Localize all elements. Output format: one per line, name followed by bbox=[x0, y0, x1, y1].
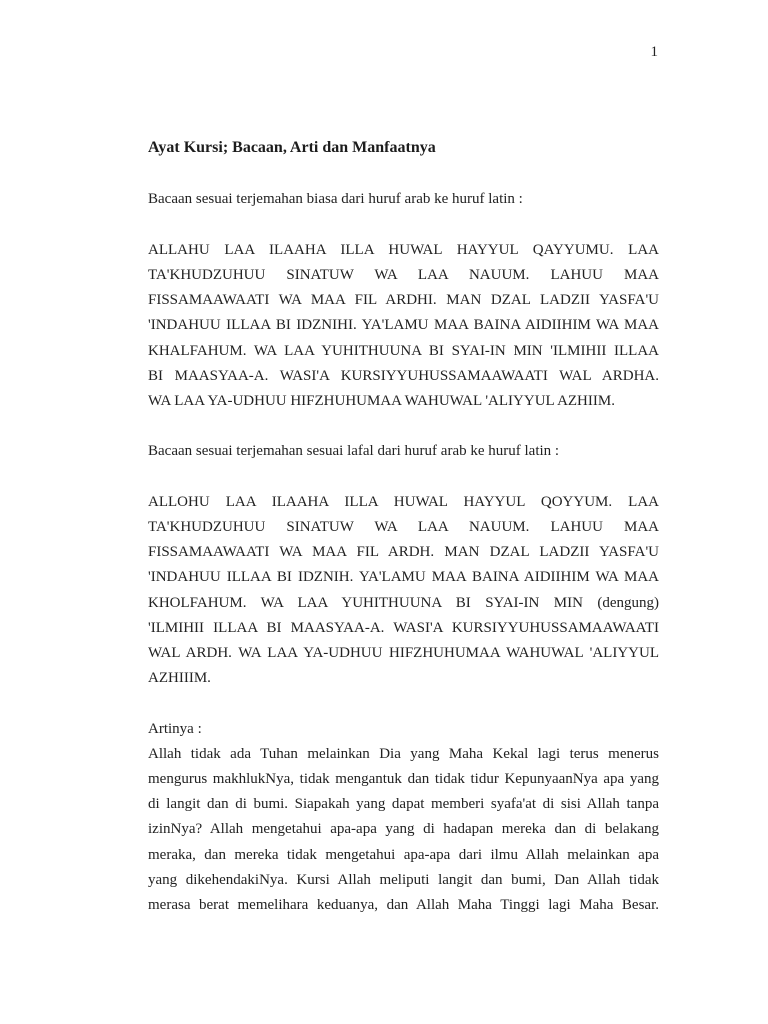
translation-line: yang dikehendakiNya. Kursi Allah meliputi langit dan bumi, Dan Allah tidak bbox=[148, 871, 659, 888]
transliteration-line: BI MAASYAA-A. WASI'A KURSIYYUHUSSAMAAWAATI WAL ARDHA. bbox=[148, 367, 659, 384]
page-number: 1 bbox=[650, 44, 658, 60]
transliteration-line: KHALFAHUM. WA LAA YUHITHUUNA BI SYAI-IN MIN 'ILMIHII ILLAA bbox=[148, 342, 659, 359]
translation-line: di langit dan di bumi. Siapakah yang dapat memberi syafa'at di sisi Allah tanpa bbox=[148, 796, 659, 813]
transliteration-line: WA LAA YA-UDHUU HIFZHUHUMAA WAHUWAL 'ALIYYUL AZHIIM. bbox=[148, 393, 615, 409]
translation-line: merasa berat memelihara keduanya, dan Allah Maha Tinggi lagi Maha Besar. bbox=[148, 897, 659, 914]
translation-line: mengurus makhlukNya, tidak mengantuk dan tidak tidur KepunyaanNya apa yang bbox=[148, 771, 659, 787]
paragraph-gap bbox=[148, 465, 659, 490]
transliteration-line: FISSAMAAWAATI WA MAA FIL ARDHI. MAN DZAL LADZII YASFA'U bbox=[148, 292, 659, 309]
artinya-block bbox=[148, 742, 659, 918]
transliteration-line: AZHIIIM. bbox=[148, 670, 211, 687]
paragraph-gap bbox=[148, 691, 659, 716]
transliteration-line: ALLAHU LAA ILAAHA ILLA HUWAL HAYYUL QAYYUMU. LAA bbox=[148, 241, 659, 258]
transliteration-line: FISSAMAAWAATI WA MAA FIL ARDH. MAN DZAL LADZII YASFA'U bbox=[148, 544, 659, 561]
transliteration-line: 'INDAHUU ILLAA BI IDZNIH. YA'LAMU MAA BAINA AIDIIHIM WA MAA bbox=[148, 569, 659, 586]
document-body bbox=[148, 187, 659, 918]
paragraph-gap bbox=[148, 414, 659, 439]
paragraph-gap bbox=[148, 213, 659, 238]
transliteration-line: WAL ARDH. WA LAA YA-UDHUU HIFZHUHUMAA WAHUWAL 'ALIYYUL bbox=[148, 645, 659, 661]
transliteration-line: TA'KHUDZUHUU SINATUW WA LAA NAUUM. LAHUU MAA bbox=[148, 266, 659, 283]
transliteration-line: KHOLFAHUM. WA LAA YUHITHUUNA BI SYAI-IN MIN (dengung) bbox=[148, 594, 659, 611]
translation-line: Allah tidak ada Tuhan melainkan Dia yang Maha Kekal lagi terus menerus bbox=[148, 745, 659, 762]
document-title: Ayat Kursi; Bacaan, Arti dan Manfaatnya bbox=[148, 139, 436, 156]
bacaan-lafal-block bbox=[148, 490, 659, 692]
intro-biasa: Bacaan sesuai terjemahan biasa dari huruf arab ke huruf latin : bbox=[148, 191, 523, 208]
translation-line: izinNya? Allah mengetahui apa-apa yang di hadapan mereka dan di belakang bbox=[148, 821, 659, 838]
artinya-label: Artinya : bbox=[148, 720, 202, 737]
intro-lafal: Bacaan sesuai terjemahan sesuai lafal dari huruf arab ke huruf latin : bbox=[148, 443, 560, 460]
transliteration-line: 'INDAHUU ILLAA BI IDZNIHI. YA'LAMU MAA BAINA AIDIIHIM WA MAA bbox=[148, 317, 659, 334]
transliteration-line: 'ILMIHII ILLAA BI MAASYAA-A. WASI'A KURSIYYUHUSSAMAAWAATI bbox=[148, 619, 659, 636]
transliteration-line: ALLOHU LAA ILAAHA ILLA HUWAL HAYYUL QOYYUM. LAA bbox=[148, 493, 659, 510]
transliteration-line: TA'KHUDZUHUU SINATUW WA LAA NAUUM. LAHUU MAA bbox=[148, 518, 659, 535]
bacaan-biasa-block bbox=[148, 238, 659, 414]
translation-line: meraka, dan mereka tidak mengetahui apa-apa dari ilmu Allah melainkan apa bbox=[148, 846, 659, 863]
